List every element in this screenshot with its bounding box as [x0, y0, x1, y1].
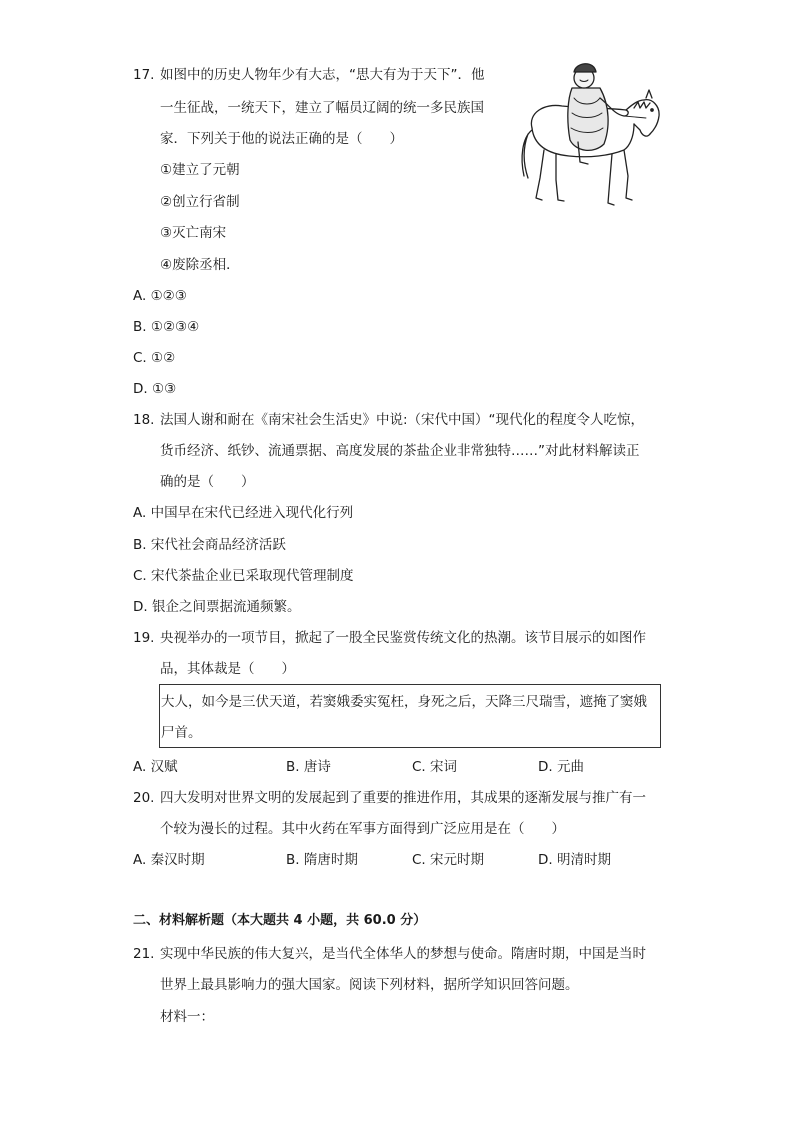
question-18-option-d: D. 银企之间票据流通频繁。	[133, 599, 301, 615]
question-17-item-1: ①建立了元朝	[160, 162, 240, 178]
question-17-option-d: D. ①③	[133, 381, 177, 397]
question-17-option-b: B. ①②③④	[133, 319, 200, 335]
question-20-option-c: C. 宋元时期	[412, 852, 485, 868]
question-21-line-1: 实现中华民族的伟大复兴，是当代全体华人的梦想与使命。隋唐时期，中国是当时	[160, 946, 646, 962]
question-21-number: 21.	[133, 946, 155, 962]
question-19-line-1: 央视举办的一项节目，掀起了一股全民鉴赏传统文化的热潮。该节目展示的如图作	[160, 630, 646, 646]
question-19-line-2: 品，其体裁是（ ）	[160, 661, 295, 677]
question-18-option-b: B. 宋代社会商品经济活跃	[133, 537, 286, 553]
question-17-item-3: ③灭亡南宋	[160, 225, 227, 241]
quote-line-1: 大人，如今是三伏天道，若窦娥委实冤枉，身死之后，天降三尺瑞雪，遮掩了窦娥	[161, 694, 647, 710]
question-20-option-d: D. 明清时期	[538, 852, 611, 868]
question-17-number: 17.	[133, 67, 155, 83]
question-17-item-4: ④废除丞相．	[160, 257, 240, 273]
section-title: 二、材料解析题（本大题共 4 小题，共 60.0 分）	[133, 913, 427, 928]
question-19-option-b: B. 唐诗	[286, 759, 331, 775]
question-20-option-b: B. 隋唐时期	[286, 852, 358, 868]
horse-rider-figure	[514, 58, 664, 213]
question-19-option-d: D. 元曲	[538, 759, 584, 775]
question-18-option-a: A. 中国早在宋代已经进入现代化行列	[133, 505, 354, 521]
question-20-option-a: A. 秦汉时期	[133, 852, 205, 868]
question-18-line-2: 货币经济、纸钞、流通票据、高度发展的茶盐企业非常独特……”对此材料解读正	[160, 443, 640, 459]
question-19-number: 19.	[133, 630, 155, 646]
question-18-line-1: 法国人谢和耐在《南宋社会生活史》中说:（宋代中国）“现代化的程度令人吃惊，	[160, 412, 645, 428]
question-18-option-c: C. 宋代茶盐企业已采取现代管理制度	[133, 568, 354, 584]
question-17-line-1: 如图中的历史人物年少有大志，“思大有为于天下”．他	[160, 67, 485, 83]
question-20-line-1: 四大发明对世界文明的发展起到了重要的推进作用，其成果的逐渐发展与推广有一	[160, 790, 646, 806]
question-20-number: 20.	[133, 790, 155, 806]
question-20-line-2: 个较为漫长的过程。其中火药在军事方面得到广泛应用是在（ ）	[160, 821, 565, 837]
question-17-line-2: 一生征战，一统天下，建立了幅员辽阔的统一多民族国	[160, 100, 484, 116]
question-21-material-label: 材料一：	[160, 1009, 214, 1025]
question-19-option-c: C. 宋词	[412, 759, 458, 775]
question-19-option-a: A. 汉赋	[133, 759, 178, 775]
question-17-item-2: ②创立行省制	[160, 194, 240, 210]
question-17-option-c: C. ①②	[133, 350, 176, 366]
quote-line-2: 尸首。	[161, 725, 202, 741]
question-17-line-3: 家．下列关于他的说法正确的是（ ）	[160, 131, 403, 147]
question-17-option-a: A. ①②③	[133, 288, 187, 304]
question-18-line-3: 确的是（ ）	[160, 474, 255, 490]
question-18-number: 18.	[133, 412, 155, 428]
question-21-line-2: 世界上最具影响力的强大国家。阅读下列材料，据所学知识回答问题。	[160, 977, 579, 993]
